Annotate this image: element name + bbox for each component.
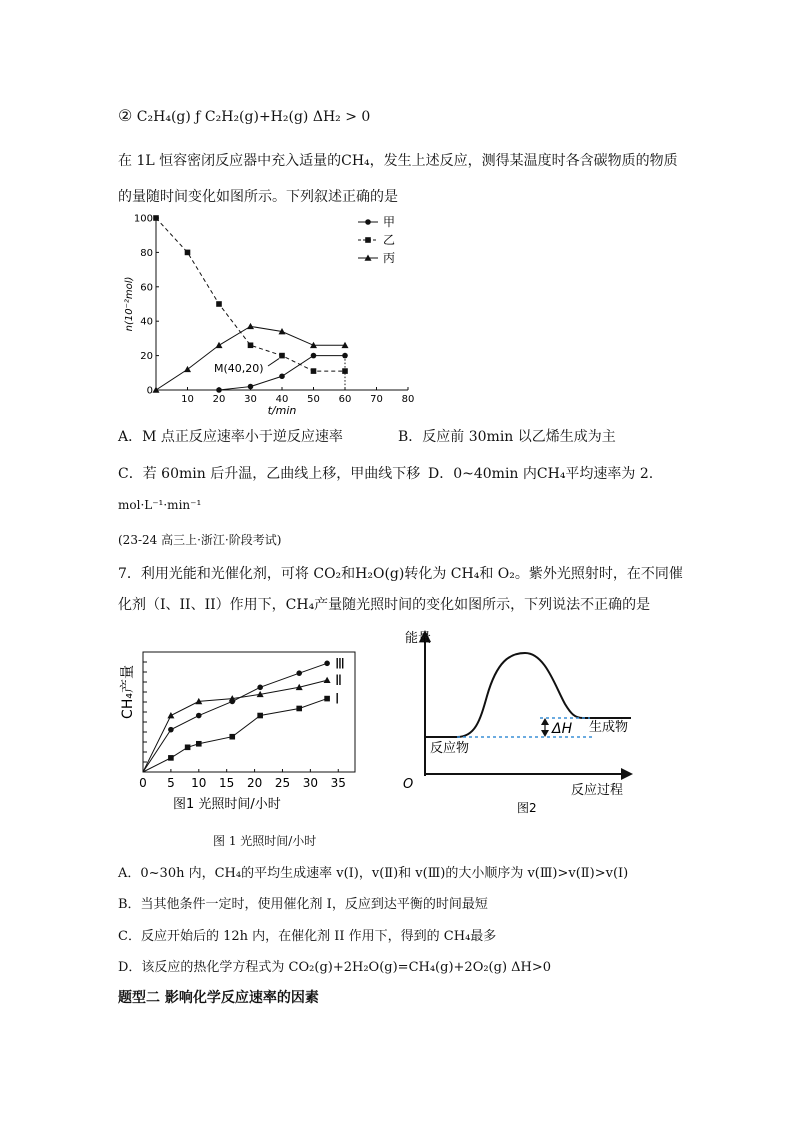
data-point-丙 <box>216 342 223 348</box>
process-label: 反应过程 <box>571 783 624 798</box>
q6-option-c: C．若 60min 后升温，乙曲线上移，甲曲线下移 <box>118 466 421 482</box>
process-axis-arrow-icon <box>621 768 633 780</box>
legend-marker-乙 <box>365 237 371 243</box>
x-tick-label: 30 <box>244 394 257 405</box>
data-point-Ⅰ <box>324 696 330 702</box>
x-tick-label: 20 <box>212 394 226 405</box>
equation-text: C₂H₄(g) ƒ C₂H₂(g)+H₂(g) ΔH₂ > 0 <box>136 109 371 125</box>
equation-2 <box>118 106 370 125</box>
legend-label-丙: 丙 <box>383 251 396 265</box>
section-heading: 题型二 影响化学反应速率的因素 <box>118 990 319 1006</box>
legend-marker-甲 <box>365 219 371 225</box>
data-point-Ⅱ <box>167 712 174 718</box>
x-tick-label: 25 <box>274 776 291 790</box>
energy-label: 能量 <box>405 631 432 646</box>
q6-option-d-unit: mol·L⁻¹·min⁻¹ <box>118 498 202 512</box>
data-point-乙 <box>153 215 159 221</box>
data-point-Ⅰ <box>229 734 235 740</box>
x-axis-label: t/min <box>267 404 297 417</box>
circled-number-2: ② <box>118 106 133 125</box>
data-point-乙 <box>311 368 317 374</box>
x-tick-label: 5 <box>167 776 175 790</box>
x-tick-label: 35 <box>330 776 346 790</box>
x-tick-label: 15 <box>219 776 235 790</box>
figure-2-energy-diagram <box>375 626 635 821</box>
data-point-乙 <box>279 353 285 359</box>
q7-option-b: B．当其他条件一定时，使用催化剂 I，反应到达平衡的时间最短 <box>118 897 488 912</box>
delta-h-arrow-up-icon <box>541 718 549 725</box>
figure-1-caption-below: 图 1 光照时间/小时 <box>213 834 317 848</box>
data-point-Ⅰ <box>168 755 174 761</box>
data-point-甲 <box>311 353 317 359</box>
y-axis-label: n(10⁻²mol) <box>124 276 135 332</box>
data-point-甲 <box>342 353 348 359</box>
x-tick-label: 10 <box>181 394 194 405</box>
data-point-甲 <box>248 384 254 390</box>
data-point-甲 <box>279 373 285 379</box>
legend-label-甲: 甲 <box>383 215 396 229</box>
delta-h-label: ΔH <box>552 721 573 737</box>
q6-option-b: B．反应前 30min 以乙烯生成为主 <box>398 429 616 445</box>
q7-option-c: C．反应开始后的 12h 内，在催化剂 II 作用下，得到的 CH₄最多 <box>118 929 497 944</box>
data-point-Ⅰ <box>296 706 302 712</box>
q7-option-a: A．0~30h 内，CH₄的平均生成速率 v(Ⅰ)，v(Ⅱ)和 v(Ⅲ)的大小顺序为 v(Ⅲ)>v(Ⅱ)>v(Ⅰ) <box>118 866 629 881</box>
x-tick-label: 60 <box>338 394 352 405</box>
data-point-Ⅰ <box>185 744 191 750</box>
data-point-Ⅱ <box>324 677 331 683</box>
product-label: 生成物 <box>589 720 629 735</box>
series-label-Ⅱ: Ⅱ <box>335 673 342 690</box>
question-source: (23-24 高三上·浙江·阶段考试) <box>118 533 282 547</box>
plot-frame <box>143 652 355 772</box>
data-point-乙 <box>185 250 191 256</box>
q7-option-d: D．该反应的热化学方程式为 CO₂(g)+2H₂O(g)=CH₄(g)+2O₂(g) ΔH>0 <box>118 960 552 975</box>
q7-line-1: 7．利用光能和光催化剂，可将 CO₂和H₂O(g)转化为 CH₄和 O₂。紫外光照射时，在不同催 <box>118 566 683 582</box>
annotation-m-pointer <box>268 359 279 366</box>
q6-line-1: 在 1L 恒容密闭反应器中充入适量的CH₄，发生上述反应，测得某温度时各含碳物质的物质 <box>118 153 678 169</box>
data-point-乙 <box>248 342 254 348</box>
q6-line-2: 的量随时间变化如图所示。下列叙述正确的是 <box>118 189 398 205</box>
data-point-Ⅲ <box>196 713 202 719</box>
series-line-丙 <box>156 326 345 390</box>
data-point-乙 <box>216 301 222 307</box>
x-tick-label: 30 <box>302 776 319 790</box>
x-tick-label: 40 <box>275 394 289 405</box>
x-tick-label: 0 <box>139 776 147 790</box>
origin-label: O <box>403 777 414 792</box>
q7-line-2: 化剂（I、II、II）作用下，CH₄产量随光照时间的变化如图所示，下列说法不正确的是 <box>118 597 651 613</box>
series-label-Ⅲ: Ⅲ <box>335 656 345 673</box>
reactant-label: 反应物 <box>430 741 470 756</box>
x-tick-label: 70 <box>370 394 383 405</box>
data-point-Ⅲ <box>168 727 174 733</box>
series-line-乙 <box>156 218 345 371</box>
y-tick-label: 80 <box>140 247 153 259</box>
data-point-丙 <box>184 366 191 372</box>
data-point-Ⅲ <box>257 684 263 690</box>
x-tick-label: 20 <box>246 776 263 790</box>
chart-n-vs-t <box>118 208 428 418</box>
figure-1-caption: 图1 光照时间/小时 <box>173 797 281 812</box>
x-tick-label: 80 <box>401 394 415 405</box>
q6-option-d: D．0~40min 内CH₄平均速率为 2. <box>428 466 654 482</box>
delta-h-arrow-down-icon <box>541 730 549 737</box>
data-point-Ⅰ <box>196 741 202 747</box>
figure-2-caption: 图2 <box>517 801 537 815</box>
data-point-乙 <box>342 368 348 374</box>
data-point-Ⅲ <box>324 660 330 666</box>
annotation-m-label: M(40,20) <box>214 362 264 375</box>
data-point-Ⅰ <box>257 713 263 719</box>
data-point-Ⅲ <box>296 670 302 676</box>
data-point-丙 <box>247 323 254 329</box>
x-tick-label: 50 <box>307 394 320 405</box>
y-tick-label: 40 <box>140 316 153 328</box>
y-tick-label: 0 <box>146 385 153 397</box>
figure-1-ch4-yield <box>118 640 378 830</box>
y-tick-label: 100 <box>133 213 153 225</box>
series-label-Ⅰ: Ⅰ <box>335 691 340 708</box>
y-tick-label: 60 <box>140 282 153 294</box>
q6-option-a: A．M 点正反应速率小于逆反应速率 <box>118 429 343 445</box>
legend-label-乙: 乙 <box>383 233 396 247</box>
data-point-甲 <box>216 387 222 393</box>
y-axis-label: CH₄产量 <box>120 665 136 719</box>
x-tick-label: 10 <box>191 776 207 790</box>
y-tick-label: 20 <box>140 351 153 363</box>
